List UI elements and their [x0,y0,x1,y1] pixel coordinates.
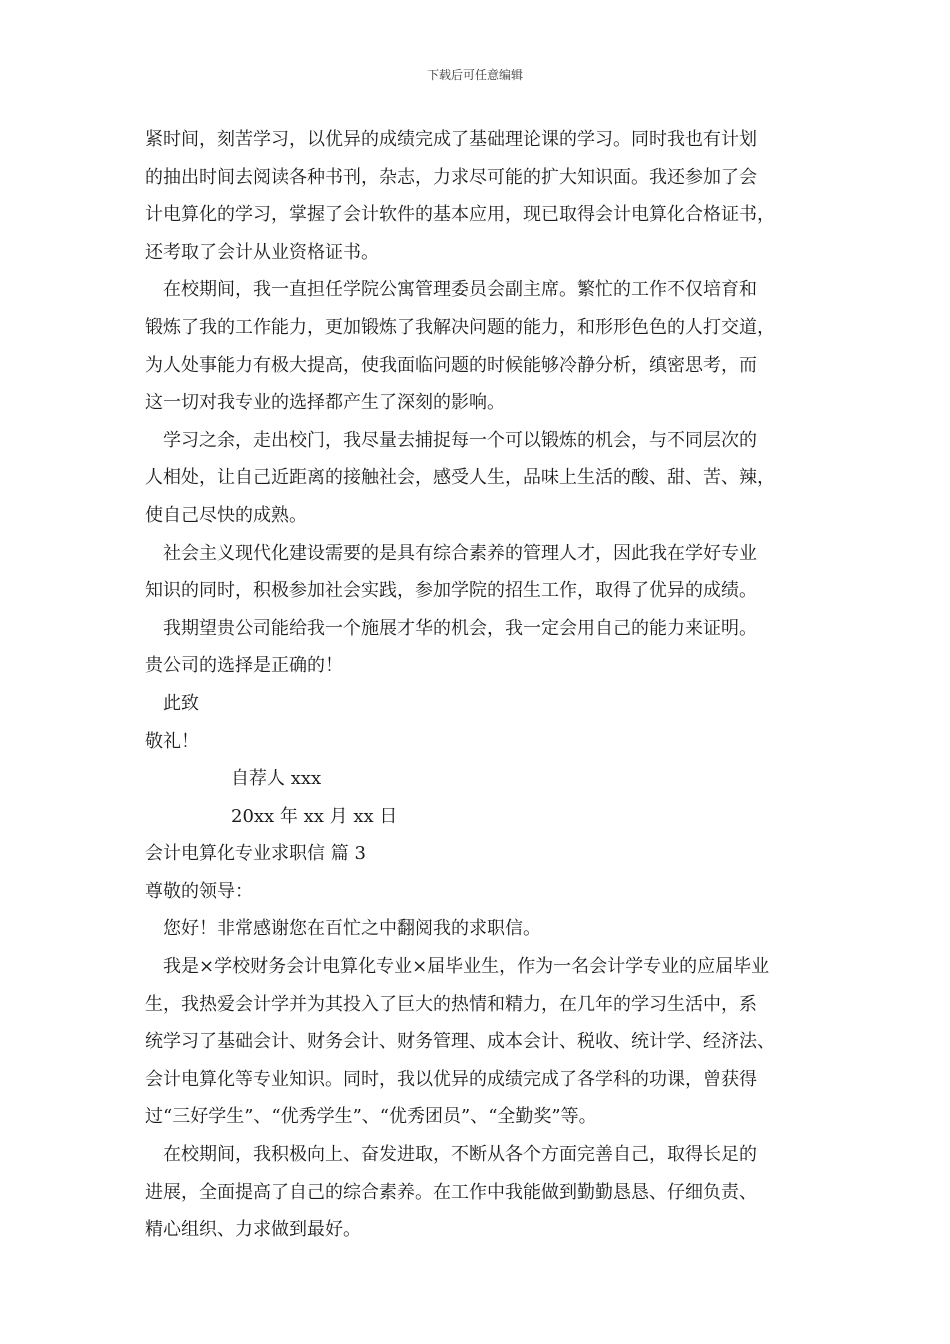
text-line: 过“三好学生”、“优秀学生”、“优秀团员”、“全勤奖”等。 [145,1106,597,1128]
page-header: 下载后可任意编辑 [426,68,523,82]
text-line: 知识的同时，积极参加社会实践，参加学院的招生工作，取得了优异的成绩。 [145,580,757,602]
text-line: 在校期间，我积极向上、奋发进取，不断从各个方面完善自己，取得长足的 [163,1144,757,1166]
text-line: 的抽出时间去阅读各种书刊，杂志，力求尽可能的扩大知识面。我还参加了会 [145,166,757,188]
text-line: 在校期间，我一直担任学院公寓管理委员会副主席。繁忙的工作不仅培育和 [163,279,757,301]
text-line: 人相处，让自己近距离的接触社会，感受人生，品味上生活的酸、甜、苦、辣， [145,467,775,489]
document-body [145,121,810,1249]
text-line: 为人处事能力有极大提高，使我面临问题的时候能够冷静分析，缜密思考，而 [145,354,757,376]
text-line: 计电算化的学习，掌握了会计软件的基本应用，现已取得会计电算化合格证书， [145,204,775,226]
closing-respect: 敬礼！ [145,730,199,752]
text-line: 锻炼了我的工作能力，更加锻炼了我解决问题的能力，和形形色色的人打交道， [145,316,775,338]
text-line: 我期望贵公司能给我一个施展才华的机会，我一定会用自己的能力来证明。 [163,617,757,639]
greeting: 尊敬的领导： [145,880,253,902]
text-line: 会计电算化等专业知识。同时，我以优异的成绩完成了各学科的功课，曾获得 [145,1068,757,1090]
text-line: 我是×学校财务会计电算化专业×届毕业生，作为一名会计学专业的应届毕业 [163,956,770,978]
text-line: 精心组织、力求做到最好。 [145,1219,361,1241]
text-line: 贵公司的选择是正确的！ [145,655,343,677]
text-line: 进展，全面提高了自己的综合素养。在工作中我能做到勤勤恳恳、仔细负责、 [145,1181,757,1203]
text-line: 社会主义现代化建设需要的是具有综合素养的管理人才，因此我在学好专业 [163,542,757,564]
text-line: 这一切对我专业的选择都产生了深刻的影响。 [145,392,505,414]
text-line: 紧时间，刻苦学习，以优异的成绩完成了基础理论课的学习。同时我也有计划 [145,129,757,150]
section-title: 会计电算化专业求职信 篇 3 [145,843,366,865]
text-line: 生，我热爱会计学并为其投入了巨大的热情和精力，在几年的学习生活中，系 [145,993,757,1015]
signature-name: 自荐人 xxx [231,768,322,790]
signature-date: 20xx 年 xx 月 xx 日 [231,805,398,827]
text-line: 使自己尽快的成熟。 [145,504,307,526]
text-line: 统学习了基础会计、财务会计、财务管理、成本会计、税收、统计学、经济法、 [145,1031,775,1053]
text-line: 学习之余，走出校门，我尽量去捕捉每一个可以锻炼的机会，与不同层次的 [163,429,757,451]
text-line: 还考取了会计从业资格证书。 [145,241,379,263]
closing-salutation: 此致 [163,692,199,714]
text-line: 您好！非常感谢您在百忙之中翻阅我的求职信。 [163,918,541,940]
